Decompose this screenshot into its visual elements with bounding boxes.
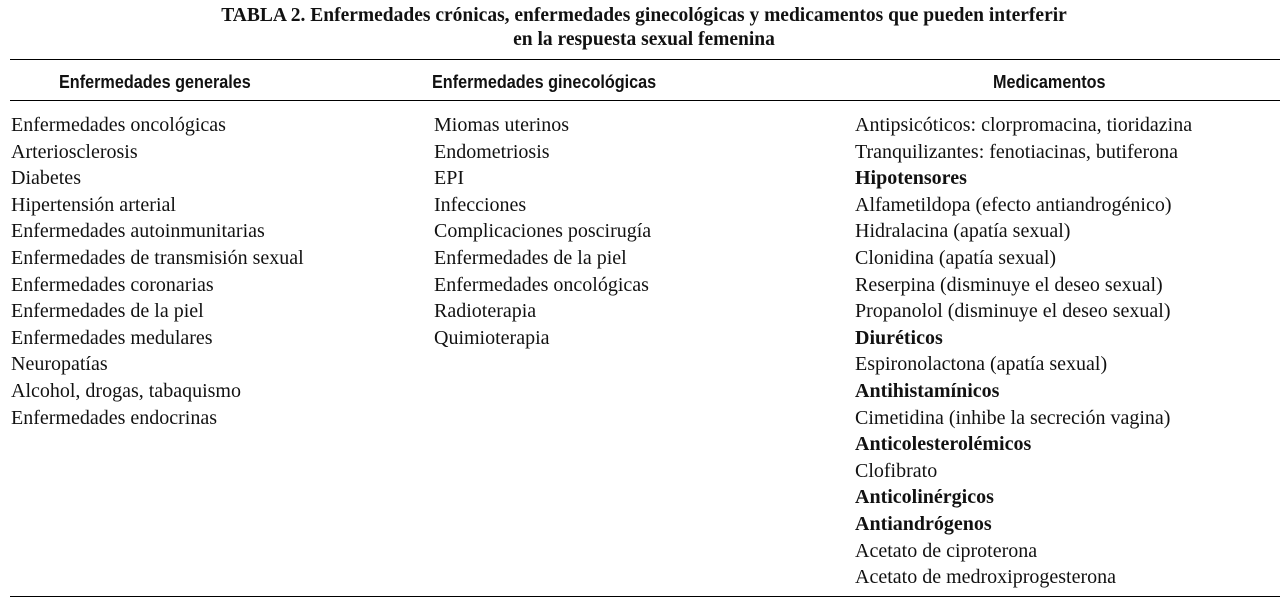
bottom-rule (10, 596, 1280, 597)
category-heading: Anticolinérgicos (855, 486, 994, 509)
list-item: Diabetes (11, 167, 81, 190)
list-item: Clofibrato (855, 459, 938, 482)
list-item: Espironolactona (apatía sexual) (855, 353, 1108, 376)
list-item: Enfermedades medulares (11, 326, 213, 349)
column-general (11, 112, 304, 431)
list-item: Alcohol, drogas, tabaquismo (11, 379, 241, 402)
table-title (0, 4, 1288, 52)
list-item: Hidralacina (apatía sexual) (855, 220, 1071, 243)
header-meds: Medicamentos (993, 72, 1106, 92)
list-item: Arteriosclerosis (11, 140, 138, 163)
list-item: Enfermedades endocrinas (11, 406, 218, 429)
title-line-2: en la respuesta sexual femenina (513, 29, 775, 50)
category-heading: Hipotensores (855, 167, 967, 190)
list-item: Alfametildopa (efecto antiandrogénico) (855, 193, 1172, 216)
list-item: Propanolol (disminuye el deseo sexual) (855, 300, 1171, 323)
list-item: Quimioterapia (434, 326, 550, 349)
column-meds (855, 112, 1192, 591)
list-item: EPI (434, 167, 464, 190)
list-item: Radioterapia (434, 300, 537, 323)
list-item: Cimetidina (inhibe la secreción vagina) (855, 406, 1171, 429)
header-rule (10, 100, 1280, 101)
list-item: Enfermedades de transmisión sexual (11, 246, 304, 269)
category-heading: Antihistamínicos (855, 379, 1000, 402)
top-rule (10, 59, 1280, 60)
list-item: Acetato de ciproterona (855, 539, 1038, 562)
category-heading: Antiandrógenos (855, 512, 992, 535)
list-item: Tranquilizantes: fenotiacinas, butiferona (855, 140, 1179, 163)
list-item: Clonidina (apatía sexual) (855, 246, 1057, 269)
list-item: Acetato de medroxiprogesterona (855, 566, 1117, 589)
list-item: Miomas uterinos (434, 114, 569, 136)
list-item: Enfermedades oncológicas (11, 114, 226, 136)
list-item: Enfermedades coronarias (11, 273, 214, 296)
list-item: Infecciones (434, 193, 527, 216)
list-item: Neuropatías (11, 353, 108, 376)
list-item: Antipsicóticos: clorpromacina, tioridazina (855, 114, 1193, 136)
header-gyneco: Enfermedades ginecológicas (432, 72, 657, 92)
list-item: Enfermedades oncológicas (434, 273, 649, 296)
list-item: Endometriosis (434, 140, 550, 163)
category-heading: Anticolesterolémicos (855, 433, 1032, 456)
list-item: Enfermedades de la piel (11, 300, 204, 323)
header-general: Enfermedades generales (59, 72, 251, 92)
list-item: Hipertensión arterial (11, 193, 176, 216)
category-heading: Diuréticos (855, 326, 943, 349)
list-item: Enfermedades autoinmunitarias (11, 220, 265, 243)
column-gyneco (434, 112, 651, 351)
list-item: Complicaciones poscirugía (434, 220, 652, 243)
list-item: Reserpina (disminuye el deseo sexual) (855, 273, 1163, 296)
list-item: Enfermedades de la piel (434, 246, 627, 269)
title-line-1: TABLA 2. Enfermedades crónicas, enfermedades ginecológicas y medicamentos que pueden interferir (221, 5, 1067, 26)
